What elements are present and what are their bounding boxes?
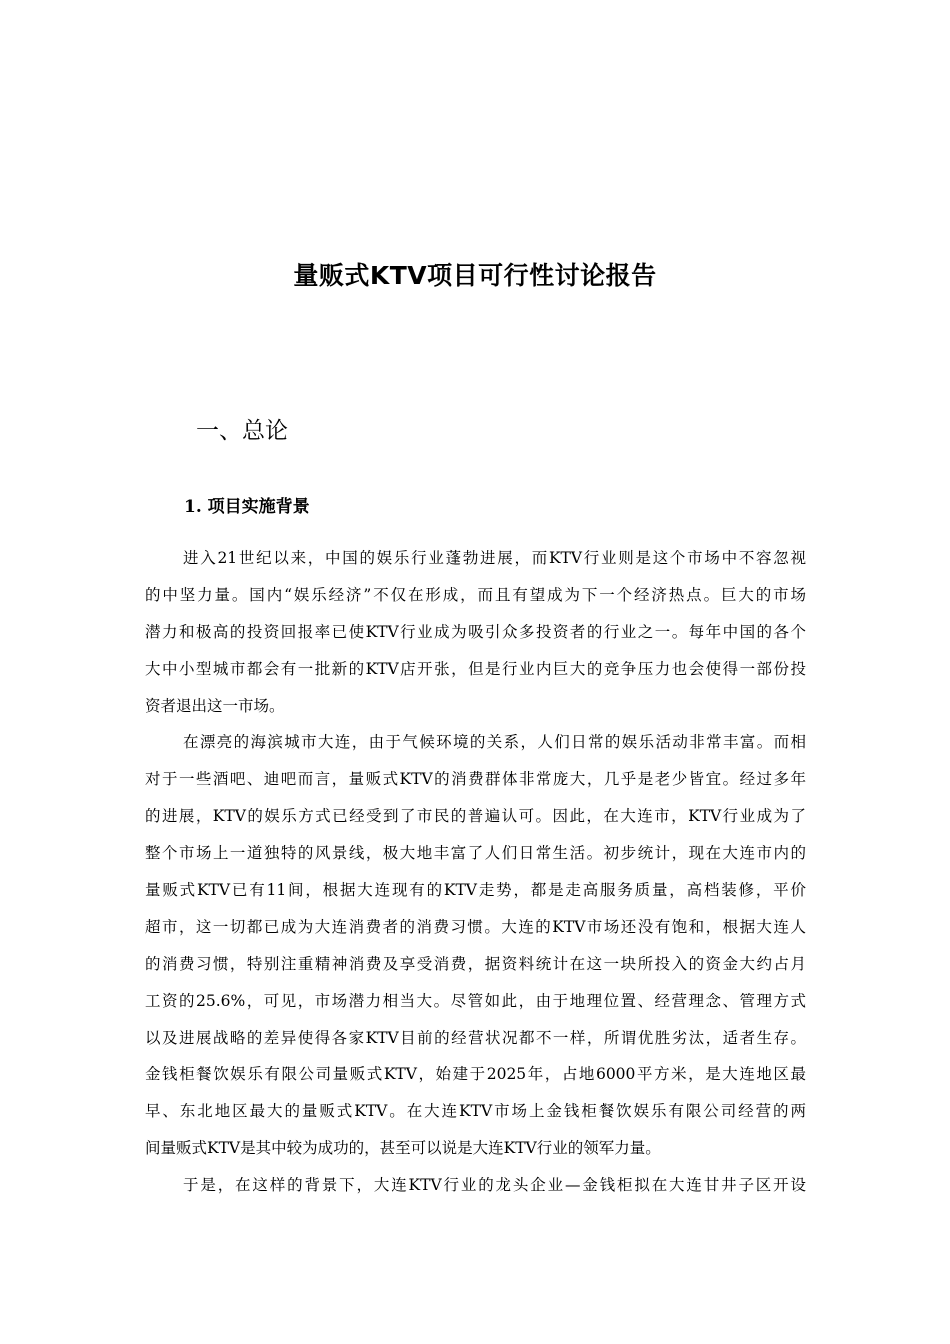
text-line: 以及进展战略的差异使得各家KTV目前的经营状况都不一样，所谓优胜劣汰，适者生存。 [145,1028,806,1047]
text-line: 对于一些酒吧、迪吧而言，量贩式KTV的消费群体非常庞大，几乎是老少皆宜。经过多年 [145,770,806,789]
text-line: 大中小型城市都会有一批新的KTV店开张，但是行业内巨大的竞争压力也会使得一部份投 [145,659,806,678]
text-line: 整个市场上一道独特的风景线，极大地丰富了人们日常生活。初步统计，现在大连市内的 [145,844,806,863]
text-line: 间量贩式KTV是其中较为成功的，甚至可以说是大连KTV行业的领军力量。 [145,1139,661,1158]
text-line: 进入21世纪以来，中国的娱乐行业蓬勃进展，而KTV行业则是这个市场中不容忽视 [183,549,806,567]
paragraph [145,1167,806,1204]
paragraph [145,724,806,1167]
text-line: 的消费习惯，特别注重精神消费及享受消费，据资料统计在这一块所投入的资金大约占月 [145,954,806,973]
body-text [145,540,806,1204]
text-line: 资者退出这一市场。 [145,696,285,715]
text-line: 的中坚力量。国内“娱乐经济”不仅在形成，而且有望成为下一个经济热点。巨大的市场 [145,585,806,604]
subsection-heading: 1. 项目实施背景 [184,497,310,517]
section-heading: 一、总论 [196,418,288,444]
document-title: 量贩式KTV项目可行性讨论报告 [293,261,657,290]
paragraph [145,540,806,724]
text-line: 早、东北地区最大的量贩式KTV。在大连KTV市场上金钱柜餐饮娱乐有限公司经营的两 [145,1102,806,1121]
text-line: 金钱柜餐饮娱乐有限公司量贩式KTV，始建于2025年，占地6000平方米，是大连地区最 [145,1065,806,1084]
text-line: 工资的25.6%，可见，市场潜力相当大。尽管如此，由于地理位置、经营理念、管理方式 [145,991,806,1010]
text-line: 超市，这一切都已成为大连消费者的消费习惯。大连的KTV市场还没有饱和，根据大连人 [145,917,806,936]
text-line: 潜力和极高的投资回报率已使KTV行业成为吸引众多投资者的行业之一。每年中国的各个 [145,622,806,641]
text-line: 量贩式KTV已有11间，根据大连现有的KTV走势，都是走高服务质量，高档装修，平价 [145,881,806,900]
text-line: 的进展，KTV的娱乐方式已经受到了市民的普遍认可。因此，在大连市，KTV行业成为了 [145,807,806,826]
text-line: 于是，在这样的背景下，大连KTV行业的龙头企业—金钱柜拟在大连甘井子区开设 [183,1176,806,1195]
text-line: 在漂亮的海滨城市大连，由于气候环境的关系，人们日常的娱乐活动非常丰富。而相 [183,733,806,752]
